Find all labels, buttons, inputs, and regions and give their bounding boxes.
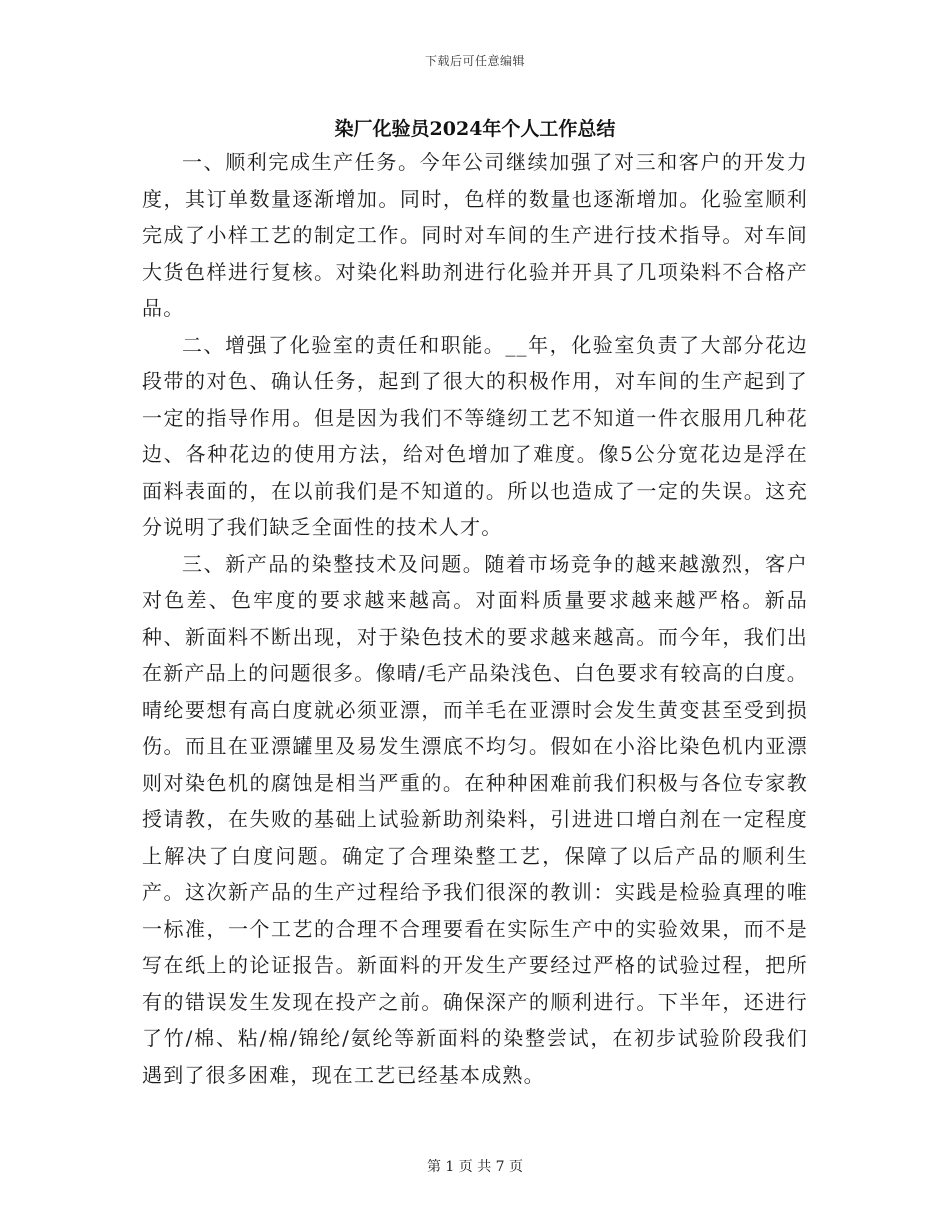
document-body bbox=[142, 144, 808, 1093]
paragraph-2: 二、增强了化验室的责任和职能。__年，化验室负责了大部分花边段带的对色、确认任务，起到了很大的积极作用，对车间的生产起到了一定的指导作用。但是因为我们不等缝纫工艺不知道一件衣服用几种花边、各种花边的使用方法，给对色增加了难度。像5公分宽花边是浮在面料表面的，在以前我们是不知道的。所以也造成了一定的失误。这充分说明了我们缺乏全面性的技术人才。 bbox=[142, 332, 808, 539]
document-title: 染厂化验员2024年个人工作总结 bbox=[334, 118, 616, 140]
paragraph-1: 一、顺利完成生产任务。今年公司继续加强了对三和客户的开发力度，其订单数量逐渐增加。同时，色样的数量也逐渐增加。化验室顺利完成了小样工艺的制定工作。同时对车间的生产进行技术指导。对车间大货色样进行复核。对染化料助剂进行化验并开具了几项染料不合格产品。 bbox=[142, 150, 808, 320]
paragraph-3: 三、新产品的染整技术及问题。随着市场竞争的越来越激烈，客户对色差、色牢度的要求越来越高。对面料质量要求越来越严格。新品种、新面料不断出现，对于染色技术的要求越来越高。而今年，我们出在新产品上的问题很多。像晴/毛产品染浅色、白色要求有较高的白度。晴纶要想有高白度就必须亚漂，而羊毛在亚漂时会发生黄变甚至受到损伤。而且在亚漂罐里及易发生漂底不均匀。假如在小浴比染色机内亚漂则对染色机的腐蚀是相当严重的。在种种困难前我们积极与各位专家教授请教，在失败的基础上试验新助剂染料，引进进口增白剂在一定程度上解决了白度问题。确定了合理染整工艺，保障了以后产品的顺利生产。这次新产品的生产过程给予我们很深的教训：实践是检验真理的唯一标准，一个工艺的合理不合理要看在实际生产中的实验效果，而不是写在纸上的论证报告。新面料的开发生产要经过严格的试验过程，把所有的错误发生发现在投产之前。确保深产的顺利进行。下半年，还进行了竹/棉、粘/棉/锦纶/氨纶等新面料的染整尝试，在初步试验阶段我们遇到了很多困难，现在工艺已经基本成熟。 bbox=[142, 551, 808, 1087]
header-note: 下载后可任意编辑 bbox=[424, 54, 525, 68]
page-number: 第 1 页 共 7 页 bbox=[426, 1159, 524, 1175]
